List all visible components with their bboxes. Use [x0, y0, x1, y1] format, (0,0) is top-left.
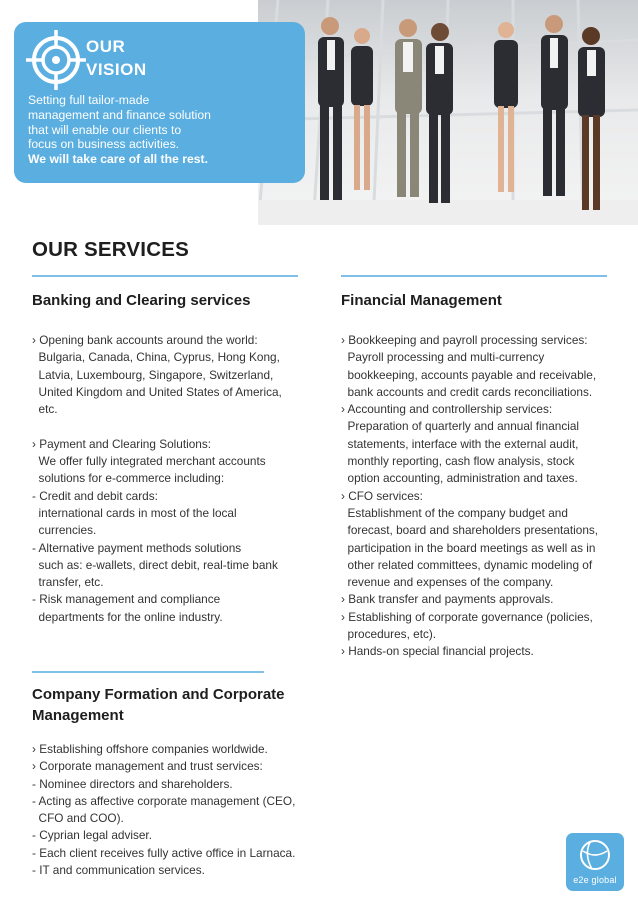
vision-text-line: management and finance solution — [28, 107, 211, 122]
list-item: - Alternative payment methods solutions — [32, 540, 242, 555]
vision-tagline: We will take care of all the rest. — [28, 152, 208, 167]
financial-heading: Financial Management — [341, 292, 502, 309]
list-item: statements, interface with the external audit, — [341, 436, 579, 451]
vision-text — [28, 93, 298, 167]
list-item: United Kingdom and United States of America, — [32, 384, 282, 399]
list-item: participation in the board meetings as well as in — [341, 540, 596, 555]
target-icon — [24, 28, 88, 92]
list-item: › Establishing offshore companies worldwide. — [32, 742, 268, 756]
list-item: bank accounts and credit cards reconciliations. — [341, 384, 593, 399]
list-item: - Cyprian legal adviser. — [32, 828, 152, 843]
vision-text-line: that will enable our clients to — [28, 122, 182, 137]
list-item: › Bookkeeping and payroll processing services: — [341, 333, 588, 347]
list-item: option accounting, administration and taxes. — [341, 471, 578, 486]
list-item: › Accounting and controllership services: — [341, 402, 553, 417]
list-item: › Hands-on special financial projects. — [341, 644, 534, 659]
list-item: - IT and communication services. — [32, 863, 205, 878]
list-item: Payroll processing and multi-currency — [341, 350, 545, 365]
e2e-global-logo — [566, 833, 624, 891]
list-item: currencies. — [32, 523, 97, 538]
list-item: monthly reporting, cash flow analysis, stock — [341, 454, 575, 469]
list-item: revenue and expenses of the company. — [341, 575, 554, 590]
vision-title-line1: OUR — [86, 37, 126, 56]
list-item: We offer fully integrated merchant accounts — [32, 454, 266, 469]
list-item: bookkeeping, accounts payable and receivable, — [341, 367, 597, 382]
company-heading-line2: Management — [32, 707, 124, 724]
list-item: CFO and COO). — [32, 811, 124, 826]
financial-list — [341, 332, 598, 661]
business-team-illustration — [258, 0, 638, 225]
banking-divider — [32, 275, 298, 277]
list-item: international cards in most of the local — [32, 505, 237, 520]
list-item: - Nominee directors and shareholders. — [32, 776, 233, 791]
list-item: Preparation of quarterly and annual financial — [341, 419, 580, 434]
hero-photo — [258, 0, 638, 225]
list-item: - Acting as affective corporate management (CEO, — [32, 793, 296, 808]
vision-text-line: focus on business activities. — [28, 137, 180, 152]
list-item: other related committees, dynamic modeling of — [341, 557, 593, 572]
list-item: etc. — [32, 402, 58, 417]
banking-heading: Banking and Clearing services — [32, 292, 251, 309]
list-item — [32, 418, 282, 435]
list-item: › Opening bank accounts around the world: — [32, 333, 258, 347]
vision-text-line: Setting full tailor-made — [28, 93, 150, 107]
list-item: Bulgaria, Canada, China, Cyprus, Hong Kong, — [32, 350, 280, 365]
list-item: such as: e-wallets, direct debit, real-time bank — [32, 557, 278, 572]
company-list — [32, 741, 295, 879]
list-item: › Payment and Clearing Solutions: — [32, 436, 212, 451]
list-item: › Bank transfer and payments approvals. — [341, 592, 554, 607]
vision-title-line2: VISION — [86, 60, 147, 79]
logo-text: e2e global — [573, 875, 617, 885]
vision-box — [14, 22, 305, 183]
list-item: Latvia, Luxembourg, Singapore, Switzerland, — [32, 367, 274, 382]
list-item: Establishment of the company budget and — [341, 505, 568, 520]
list-item: solutions for e-commerce including: — [32, 471, 225, 486]
company-heading — [32, 684, 285, 726]
list-item: › CFO services: — [341, 488, 423, 503]
list-item: transfer, etc. — [32, 575, 104, 590]
company-heading-line1: Company Formation and Corporate — [32, 686, 285, 703]
list-item: - Risk management and compliance — [32, 592, 221, 607]
list-item: › Establishing of corporate governance (policies, — [341, 609, 593, 624]
company-divider — [32, 671, 264, 673]
banking-list — [32, 332, 282, 626]
financial-divider — [341, 275, 607, 277]
list-item: procedures, etc). — [341, 627, 437, 642]
list-item: forecast, board and shareholders presentations, — [341, 523, 599, 538]
list-item: › Corporate management and trust services: — [32, 759, 263, 774]
list-item: - Credit and debit cards: — [32, 488, 158, 503]
list-item: departments for the online industry. — [32, 609, 223, 624]
vision-title — [86, 35, 147, 81]
list-item: - Each client receives fully active office in Larnaca. — [32, 845, 296, 860]
services-title: OUR SERVICES — [32, 238, 189, 261]
